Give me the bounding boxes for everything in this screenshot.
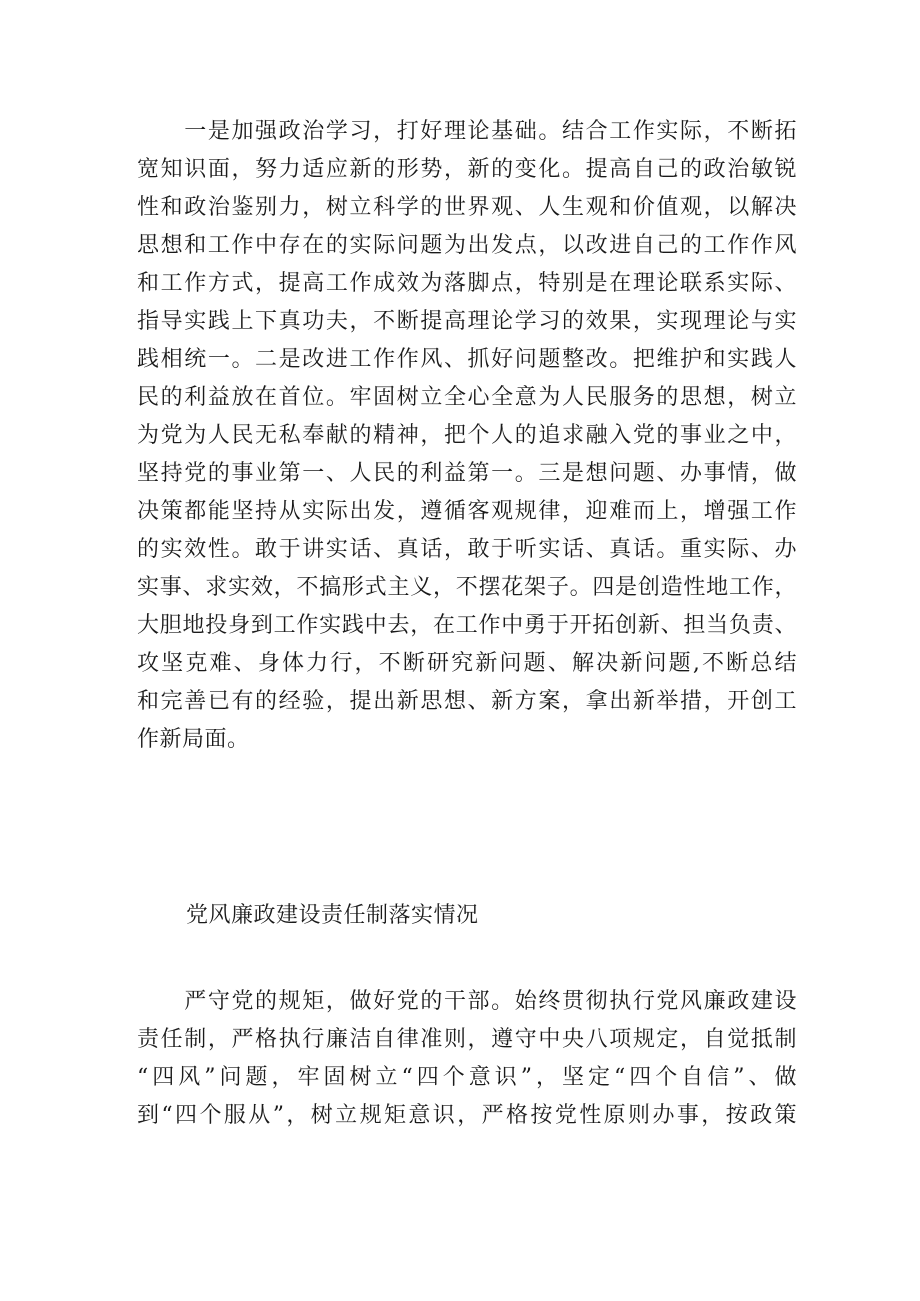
- paragraph-line: 的实效性。敢于讲实话、真话，敢于听实话、真话。重实际、办: [137, 537, 797, 562]
- paragraph-line: 大胆地投身到工作实践中去，在工作中勇于开拓创新、担当负责、: [137, 613, 797, 638]
- paragraph-line: 作新局面。: [137, 727, 250, 752]
- paragraph-line: 决策都能坚持从实际出发，遵循客观规律，迎难而上，增强工作: [137, 499, 797, 524]
- paragraph-line: 为党为人民无私奉献的精神，把个人的追求融入党的事业之中，: [137, 423, 797, 448]
- paragraph-line: 坚持党的事业第一、人民的利益第一。三是想问题、办事情，做: [137, 461, 797, 486]
- paragraph-line: “四风”问题，牢固树立“四个意识”，坚定“四个自信”、做: [137, 1065, 797, 1090]
- paragraph-line: 性和政治鉴别力，树立科学的世界观、人生观和价值观，以解决: [137, 195, 797, 220]
- paragraph-work-measures: [137, 113, 797, 759]
- paragraph-line: 和工作方式，提高工作成效为落脚点，特别是在理论联系实际、: [137, 271, 797, 296]
- paragraph-line: 严守党的规矩，做好党的干部。始终贯彻执行党风廉政建设: [137, 989, 797, 1014]
- paragraph-line: 实事、求实效，不搞形式主义，不摆花架子。四是创造性地工作，: [137, 575, 797, 600]
- paragraph-line: 攻坚克难、身体力行，不断研究新问题、解决新问题,不断总结: [137, 651, 797, 676]
- paragraph-line: 践相统一。二是改进工作作风、抓好问题整改。把维护和实践人: [137, 347, 797, 372]
- paragraph-line: 民的利益放在首位。牢固树立全心全意为人民服务的思想，树立: [137, 385, 797, 410]
- paragraph-line: 指导实践上下真功夫，不断提高理论学习的效果，实现理论与实: [137, 309, 797, 334]
- paragraph-discipline: [137, 983, 797, 1135]
- paragraph-line: 和完善已有的经验，提出新思想、新方案，拿出新举措，开创工: [137, 689, 797, 714]
- paragraph-line: 宽知识面，努力适应新的形势，新的变化。提高自己的政治敏锐: [137, 157, 797, 182]
- paragraph-line: 责任制，严格执行廉洁自律准则，遵守中央八项规定，自觉抵制: [137, 1027, 797, 1052]
- section-heading: 党风廉政建设责任制落实情况: [186, 903, 479, 928]
- paragraph-line: 一是加强政治学习，打好理论基础。结合工作实际，不断拓: [137, 119, 797, 144]
- paragraph-line: 到“四个服从”，树立规矩意识，严格按党性原则办事，按政策: [137, 1103, 797, 1128]
- paragraph-line: 思想和工作中存在的实际问题为出发点，以改进自己的工作作风: [137, 233, 797, 258]
